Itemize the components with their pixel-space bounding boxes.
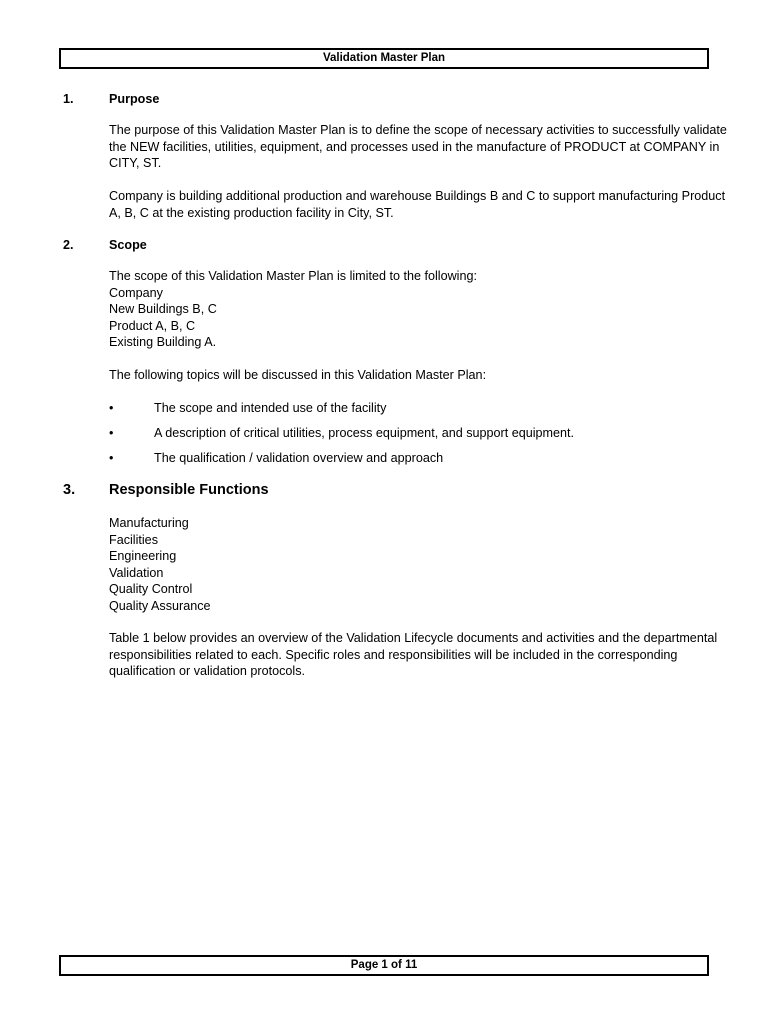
scope-item: Existing Building A. — [109, 335, 217, 349]
function-item: Quality Assurance — [109, 598, 211, 613]
topics-intro: The following topics will be discussed in this Validation Master Plan: — [109, 368, 487, 382]
bullet-marker: • — [109, 426, 114, 440]
function-item: Quality Control — [109, 582, 193, 596]
page-header — [59, 48, 709, 69]
purpose-paragraph-2: Company is building additional production and warehouse Buildings B and C to support manufacturing Product A, B, C at the existing production facility in City, ST. — [109, 189, 726, 220]
page-number: Page 1 of 11 — [350, 959, 418, 971]
section-2-number: 2. — [63, 238, 74, 252]
function-item: Validation — [109, 565, 164, 580]
scope-item: Company — [109, 285, 163, 300]
bullet-item: The qualification / validation overview and approach — [154, 451, 444, 465]
bullet-marker: • — [109, 401, 114, 415]
section-1-heading: Purpose — [109, 92, 160, 106]
scope-list — [109, 268, 734, 351]
scope-item: Product A, B, C — [109, 318, 196, 333]
document-title: Validation Master Plan — [322, 52, 446, 64]
bullet-item: A description of critical utilities, process equipment, and support equipment. — [154, 426, 575, 440]
function-item: Facilities — [109, 532, 158, 547]
function-item: Engineering — [109, 549, 177, 563]
functions-list — [109, 515, 734, 614]
scope-intro: The scope of this Validation Master Plan is limited to the following: — [109, 269, 477, 283]
scope-item: New Buildings B, C — [109, 302, 217, 316]
section-3-number: 3. — [63, 482, 76, 498]
section-3-heading: Responsible Functions — [109, 482, 269, 498]
bullet-item: The scope and intended use of the facility — [154, 401, 387, 415]
function-item: Manufacturing — [109, 516, 189, 530]
page-footer — [59, 955, 709, 976]
table-overview-paragraph: Table 1 below provides an overview of the Validation Lifecycle documents and activities and the departmental responsibilities related to each. Specific roles and responsibilities will be included in the corresponding qualification or validation protocols. — [109, 631, 718, 678]
section-1-number: 1. — [63, 92, 74, 106]
bullet-marker: • — [109, 451, 114, 465]
section-2-heading: Scope — [109, 238, 147, 252]
purpose-paragraph-1: The purpose of this Validation Master Plan is to define the scope of necessary activities to successfully validate the NEW facilities, utilities, equipment, and processes used in the manufacture of PRODUCT at COMPANY in CITY, ST. — [109, 123, 727, 170]
